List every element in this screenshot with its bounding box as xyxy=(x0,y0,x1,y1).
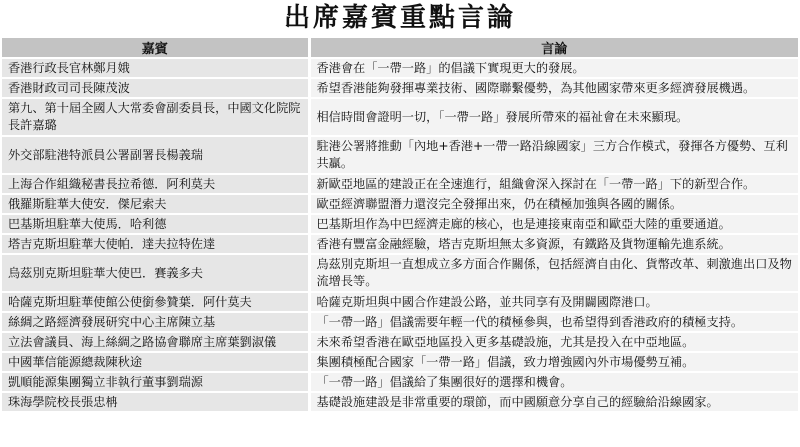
quote-cell: 基礎設施建設是非常重要的環節，而中國願意分享自己的經驗給沿線國家。 xyxy=(309,392,798,412)
table-row xyxy=(2,372,798,392)
table-row xyxy=(2,392,798,412)
table-row xyxy=(2,98,798,136)
table-row xyxy=(2,194,798,214)
quote-cell: 哈薩克斯坦與中國合作建設公路，並共同享有及開闢國際港口。 xyxy=(309,292,798,312)
table-row xyxy=(2,78,798,98)
quote-cell: 歐亞經濟聯盟潛力還沒完全發揮出來，仍在積極加強與各國的關係。 xyxy=(309,194,798,214)
guest-cell: 珠海學院校長張忠柟 xyxy=(2,392,309,412)
guest-cell: 俄羅斯駐華大使安．傑尼索夫 xyxy=(2,194,309,214)
table-row xyxy=(2,254,798,292)
quote-cell: 巴基斯坦作為中巴經濟走廊的核心，也是連接東南亞和歐亞大陸的重要通道。 xyxy=(309,214,798,234)
table-row xyxy=(2,234,798,254)
guest-cell: 上海合作組織秘書長拉希德．阿利莫夫 xyxy=(2,174,309,194)
quote-cell: 香港會在「一帶一路」的倡議下實現更大的發展。 xyxy=(309,58,798,78)
table-row xyxy=(2,136,798,174)
table-row xyxy=(2,58,798,78)
guest-cell: 中國華信能源總裁陳秋途 xyxy=(2,352,309,372)
page-title: 出席嘉賓重點言論 xyxy=(283,3,516,33)
table-row xyxy=(2,352,798,372)
guest-cell: 塔吉克斯坦駐華大使帕．達夫拉特佐達 xyxy=(2,234,309,254)
table-row xyxy=(2,312,798,332)
quote-cell: 相信時間會證明一切，「一帶一路」發展所帶來的福祉會在未來顯現。 xyxy=(309,98,798,136)
quote-cell: 「一帶一路」倡議給了集團很好的選擇和機會。 xyxy=(309,372,798,392)
guest-cell: 哈薩克斯坦駐華使館公使銜參贊葉．阿什莫夫 xyxy=(2,292,309,312)
quotes-table xyxy=(2,38,798,413)
quote-cell: 未來希望香港在歐亞地區投入更多基礎設施，尤其是投入在中亞地區。 xyxy=(309,332,798,352)
table-row xyxy=(2,174,798,194)
guest-cell: 絲綢之路經濟發展研究中心主席陳立基 xyxy=(2,312,309,332)
quote-cell: 「一帶一路」倡議需要年輕一代的積極參與，也希望得到香港政府的積極支持。 xyxy=(309,312,798,332)
quote-cell: 集團積極配合國家「一帶一路」倡議，致力增強國內外市場優勢互補。 xyxy=(309,352,798,372)
quote-cell: 烏茲別克斯坦一直想成立多方面合作關係，包括經濟自由化、貨幣改革、刺激進出口及物流增長等。 xyxy=(309,254,798,292)
guest-cell: 香港行政長官林鄭月娥 xyxy=(2,58,309,78)
header-row xyxy=(2,38,798,58)
guest-cell: 第九、第十屆全國人大常委會副委員長，中國文化院院長許嘉璐 xyxy=(2,98,309,136)
quote-cell: 香港有豐富金融經驗，塔吉克斯坦無太多資源，有鐵路及貨物運輸先進系統。 xyxy=(309,234,798,254)
quote-cell: 希望香港能夠發揮專業技術、國際聯繫優勢，為其他國家帶來更多經濟發展機遇。 xyxy=(309,78,798,98)
column-header-guest: 嘉賓 xyxy=(2,38,309,58)
quote-cell: 新歐亞地區的建設正在全速進行，組織會深入探討在「一帶一路」下的新型合作。 xyxy=(309,174,798,194)
table-row xyxy=(2,214,798,234)
column-header-quote: 言論 xyxy=(309,38,798,58)
table-row xyxy=(2,292,798,312)
guest-cell: 外交部駐港特派員公署副署長楊義瑞 xyxy=(2,136,309,174)
guest-cell: 立法會議員、海上絲綢之路協會聯席主席葉劉淑儀 xyxy=(2,332,309,352)
guest-cell: 凱順能源集團獨立非執行董事劉瑞源 xyxy=(2,372,309,392)
guest-cell: 香港財政司司長陳茂波 xyxy=(2,78,309,98)
table-row xyxy=(2,332,798,352)
guest-cell: 烏茲別克斯坦駐華大使巴．賽義多夫 xyxy=(2,254,309,292)
guest-cell: 巴基斯坦駐華大使馬．哈利德 xyxy=(2,214,309,234)
quote-cell: 駐港公署將推動「內地+香港+一帶一路沿線國家」三方合作模式，發揮各方優勢、互利共贏。 xyxy=(309,136,798,174)
